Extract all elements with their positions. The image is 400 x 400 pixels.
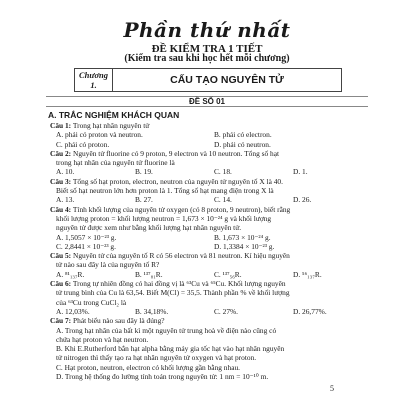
book-page <box>46 0 368 400</box>
chapter-box <box>74 68 342 92</box>
options-1b <box>50 140 366 149</box>
answer-line: A. Trong hạt nhân của bất kì một nguyên tử trung hoà về điện nào cũng có <box>56 325 277 335</box>
question-text-line: khối lượng proton = khối lượng neutron = 1,673 × 10⁻²⁴ g và khối lượng <box>56 213 272 223</box>
option: A. 1,5057 × 10⁻²³ g. <box>56 232 117 242</box>
option: C. ¹³⁷₅₆R. <box>214 269 242 279</box>
question-text-line: trong hạt nhân của nguyên tử fluorine là <box>56 158 175 168</box>
option: C. 27%. <box>214 306 239 316</box>
exam-title: ĐỀ KIỂM TRA 1 TIẾT <box>151 43 263 55</box>
question-label: Câu 1: <box>50 121 72 130</box>
option: A. 10. <box>56 167 75 177</box>
question-text: Tính khối lượng của nguyên tử oxygen (có 8 proton, 9 neutron), biết rằng <box>72 204 291 214</box>
options-4 <box>50 233 366 242</box>
question-list <box>50 121 366 381</box>
question-4 <box>50 205 366 214</box>
question-text: Tổng số hạt proton, electron, neutron của nguyên tử nguyên tố X là 40. <box>72 176 283 186</box>
option: D. 1. <box>293 167 308 177</box>
answer-line: C. Hạt proton, neutron, electron có khối lượng gần bằng nhau. <box>56 362 241 372</box>
option: D. 1,3384 × 10⁻²³ g. <box>214 241 275 251</box>
question-text-line: của ⁶³Cu trong CuCl₂ là <box>56 297 127 307</box>
question-3 <box>50 177 366 186</box>
option: D. 26,77%. <box>293 306 327 316</box>
option: C. 14. <box>214 195 232 205</box>
options-1 <box>50 130 366 139</box>
options-4b <box>50 242 366 251</box>
answer-line: D. Trong hệ thống đo lường tính toán trong nguyên tử: 1 nm = 10⁻¹⁰ m. <box>56 372 269 382</box>
question-1 <box>50 121 366 130</box>
option: D. 26. <box>293 195 312 205</box>
question-label: Câu 5: <box>50 251 72 261</box>
options-3 <box>50 195 366 204</box>
options-6 <box>50 307 366 316</box>
question-text: Trong hạt nhân nguyên tử <box>72 121 150 130</box>
question-text: Nguyên tử của nguyên tố R có 56 electron và 81 neutron. Kí hiệu nguyên <box>73 251 290 261</box>
option: C. 18. <box>214 167 232 177</box>
option: A. phải có proton và neutron. <box>56 130 143 140</box>
question-text: Nguyên tử fluorine có 9 proton, 9 electron và 10 neutron. Tổng số hạt <box>73 148 280 158</box>
question-text-line: tử nào sau đây là của nguyên tố R? <box>56 260 160 270</box>
option: A. 12,03%. <box>56 306 90 316</box>
option: A. ⁸¹₁₃₇R. <box>56 269 85 279</box>
question-label: Câu 6: <box>50 279 72 289</box>
option: C. phải có proton. <box>56 139 110 149</box>
chapter-label-word: Chương <box>78 70 109 80</box>
chapter-name: CẤU TẠO NGUYÊN TỬ <box>170 74 284 86</box>
option: D. phải có neutron. <box>214 139 271 149</box>
chapter-label <box>75 69 113 91</box>
options-5 <box>50 270 366 279</box>
options-2 <box>50 167 366 176</box>
chapter-label-number: 1. <box>90 80 97 90</box>
question-text: Trong tự nhiên đồng có hai đồng vị là ⁶³Cu và ⁶⁵Cu. Khối lượng nguyên <box>72 279 286 289</box>
answer-line: chứa hạt proton và hạt neutron. <box>56 334 149 344</box>
question-5 <box>50 251 366 260</box>
option: A. 13. <box>56 195 75 205</box>
option: B. phải có electron. <box>214 130 272 140</box>
question-7 <box>50 316 366 325</box>
answer-line: B. Khi E.Rutherford bắn hạt alpha bằng máy gia tốc hạt vào hạt nhân nguyên <box>56 344 285 354</box>
question-label: Câu 4: <box>50 204 72 214</box>
set-title: ĐỀ SỐ 01 <box>46 96 368 107</box>
question-label: Câu 7: <box>50 316 72 326</box>
option: D. ⁵⁶₁₃₇R. <box>293 269 322 279</box>
page-number: 5 <box>330 384 334 393</box>
option: B. ¹³⁷₈₁R. <box>135 269 163 279</box>
question-text: Phát biểu nào sau đây là đúng? <box>73 316 165 326</box>
question-text-line: tử trung bình của Cu là 63,54. Biết M(Cl) = 35,5. Thành phần % về khối lượng <box>56 288 290 298</box>
option: C. 2,8441 × 10⁻²³ g. <box>56 241 116 251</box>
question-label: Câu 2: <box>50 148 72 158</box>
exam-subtitle: (Kiểm tra sau khi học hết mỗi chương) <box>124 53 290 64</box>
question-2 <box>50 149 366 158</box>
option: B. 34,18%. <box>135 306 169 316</box>
question-6 <box>50 279 366 288</box>
option: B. 19. <box>135 167 153 177</box>
question-text-line: Biết số hạt neutron lớn hơn proton là 1. Tổng số hạt mang điện trong X là <box>56 186 274 196</box>
answer-line: tử nitrogen thì thấy tạo ra hạt nhân nguyên tử oxygen và hạt proton. <box>56 353 257 363</box>
option: B. 1,673 × 10⁻²⁴ g. <box>214 232 271 242</box>
option: B. 27. <box>135 195 153 205</box>
section-title: A. TRẮC NGHIỆM KHÁCH QUAN <box>48 110 180 120</box>
question-label: Câu 3: <box>50 176 72 186</box>
question-text-line: nguyên tử được xem như bằng khối lượng hạt nhân nguyên tử. <box>56 223 242 233</box>
part-title: Phần thứ nhất <box>123 18 291 42</box>
